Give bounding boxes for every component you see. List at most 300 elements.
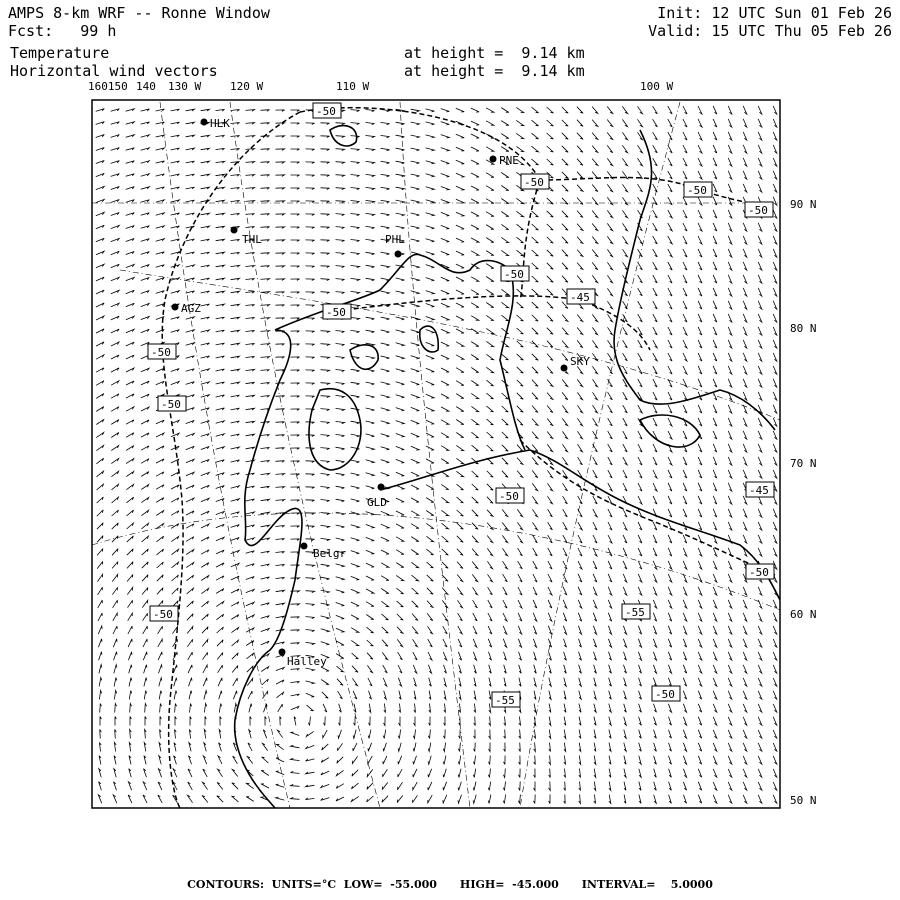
wind-vector bbox=[383, 678, 387, 686]
wind-vector bbox=[261, 110, 270, 112]
wind-vector bbox=[426, 407, 434, 411]
wind-vector bbox=[607, 275, 612, 282]
wind-vector bbox=[653, 405, 657, 413]
wind-vector bbox=[263, 730, 266, 738]
station-label-hlk: HLK bbox=[210, 117, 230, 130]
wind-vector bbox=[141, 213, 150, 216]
wind-vector bbox=[158, 639, 162, 647]
wind-vector bbox=[111, 200, 119, 203]
wind-vector bbox=[623, 405, 628, 413]
wind-vector bbox=[488, 782, 490, 791]
wind-vector bbox=[427, 588, 433, 594]
wind-vector bbox=[216, 563, 224, 567]
wind-vector bbox=[130, 704, 132, 713]
wind-vector bbox=[381, 408, 390, 411]
wind-vector bbox=[291, 110, 300, 111]
wind-vector bbox=[713, 158, 717, 166]
wind-vector bbox=[683, 197, 687, 205]
wind-vector bbox=[459, 678, 461, 687]
wind-vector bbox=[321, 149, 330, 151]
wind-vector bbox=[411, 161, 420, 164]
wind-vector bbox=[306, 292, 315, 294]
wind-vector bbox=[321, 461, 330, 463]
wind-vector bbox=[668, 457, 672, 465]
wind-vector bbox=[592, 224, 598, 231]
wind-vector bbox=[443, 652, 447, 660]
contour-label: -50 bbox=[161, 398, 181, 411]
wind-vector bbox=[261, 525, 270, 527]
wind-vector bbox=[351, 538, 360, 541]
wind-vector bbox=[547, 107, 554, 113]
wind-vector bbox=[126, 459, 134, 464]
wind-vector bbox=[115, 704, 117, 713]
wind-vector bbox=[321, 357, 330, 359]
wind-vector bbox=[773, 262, 777, 270]
lon-label-100w: 100 W bbox=[640, 80, 674, 93]
wind-vector bbox=[532, 133, 539, 139]
wind-vector bbox=[171, 291, 180, 294]
wind-vector bbox=[773, 249, 777, 257]
wind-vector bbox=[653, 444, 657, 452]
station-marker-agz bbox=[172, 304, 179, 311]
wind-vector bbox=[366, 447, 375, 450]
wind-vector bbox=[456, 134, 464, 138]
wind-vector bbox=[141, 459, 149, 464]
wind-vector bbox=[743, 249, 747, 257]
wind-vector bbox=[396, 563, 404, 568]
wind-vector bbox=[111, 303, 119, 307]
wind-vector bbox=[743, 314, 747, 322]
wind-vector bbox=[504, 652, 507, 660]
wind-vector bbox=[291, 318, 300, 320]
wind-vector bbox=[246, 356, 255, 358]
wind-vector bbox=[114, 691, 116, 700]
wind-vector bbox=[473, 782, 476, 791]
wind-vector bbox=[563, 509, 568, 517]
wind-vector bbox=[518, 535, 523, 542]
wind-vector bbox=[758, 639, 762, 647]
wind-vector bbox=[396, 550, 404, 555]
lon-label-110w: 110 W bbox=[336, 80, 370, 93]
wind-vector bbox=[517, 354, 524, 360]
wind-vector bbox=[276, 487, 285, 489]
wind-vector bbox=[668, 314, 672, 322]
wind-vector bbox=[276, 279, 285, 281]
wind-vector bbox=[607, 120, 613, 127]
wind-vector bbox=[773, 652, 777, 660]
wind-vector bbox=[471, 406, 478, 411]
wind-vector bbox=[474, 665, 477, 674]
wind-vector bbox=[578, 626, 581, 634]
wind-vector bbox=[624, 756, 626, 765]
wind-vector bbox=[668, 626, 671, 634]
wind-vector bbox=[698, 314, 702, 322]
wind-vector bbox=[773, 327, 777, 335]
wind-vector bbox=[291, 500, 300, 502]
wind-vector bbox=[396, 511, 404, 515]
wind-vector bbox=[171, 252, 180, 254]
wind-vector bbox=[487, 406, 494, 412]
wind-vector bbox=[291, 253, 300, 254]
wind-vector bbox=[564, 665, 567, 674]
wind-vector bbox=[502, 523, 508, 530]
wind-vector bbox=[111, 329, 119, 333]
wind-vector bbox=[246, 369, 255, 371]
wind-vector bbox=[126, 342, 134, 346]
wind-vector bbox=[638, 366, 642, 374]
wind-vector bbox=[773, 301, 777, 309]
wind-vector bbox=[683, 236, 687, 244]
wind-vector bbox=[411, 356, 420, 359]
wind-vector bbox=[668, 496, 672, 504]
wind-vector bbox=[99, 652, 102, 661]
wind-vector bbox=[321, 240, 330, 242]
wind-vector bbox=[577, 146, 583, 153]
wind-vector bbox=[276, 344, 285, 346]
wind-vector bbox=[713, 145, 717, 153]
wind-vector bbox=[411, 148, 420, 151]
wind-vector bbox=[517, 328, 524, 334]
wind-vector bbox=[262, 743, 267, 750]
wind-vector bbox=[261, 305, 270, 307]
wind-vector bbox=[411, 109, 420, 112]
wind-vector bbox=[683, 470, 687, 478]
wind-vector bbox=[758, 158, 762, 166]
wind-vector bbox=[743, 535, 747, 543]
wind-vector bbox=[474, 743, 476, 752]
wind-vector bbox=[261, 486, 270, 488]
wind-vector bbox=[111, 135, 120, 138]
wind-vector bbox=[683, 327, 687, 335]
wind-vector bbox=[141, 135, 150, 137]
wind-vector bbox=[472, 484, 479, 490]
wind-vector bbox=[186, 109, 195, 111]
wind-vector bbox=[426, 226, 435, 229]
wind-vector bbox=[381, 589, 389, 594]
wind-vector bbox=[156, 161, 165, 163]
wind-vector bbox=[321, 435, 330, 437]
wind-vector bbox=[216, 395, 225, 397]
wind-vector bbox=[563, 496, 568, 504]
meridian-120w bbox=[230, 102, 380, 808]
wind-vector bbox=[728, 366, 732, 374]
wind-vector bbox=[351, 149, 360, 151]
wind-vector bbox=[111, 381, 119, 385]
wind-vector bbox=[518, 574, 522, 582]
wind-vector bbox=[246, 343, 255, 345]
wind-vector bbox=[186, 524, 194, 528]
wind-vector bbox=[171, 381, 179, 384]
wind-vector bbox=[321, 603, 330, 606]
wind-vector bbox=[564, 639, 567, 647]
wind-vector bbox=[683, 743, 686, 751]
wind-vector bbox=[339, 717, 341, 726]
wind-vector bbox=[743, 639, 747, 647]
wind-vector bbox=[638, 626, 641, 634]
wind-vector bbox=[246, 149, 255, 151]
wind-vector bbox=[728, 717, 732, 725]
wind-vector bbox=[381, 601, 388, 606]
wind-vector bbox=[532, 315, 538, 321]
wind-vector bbox=[306, 565, 315, 567]
wind-vector bbox=[743, 145, 747, 153]
wind-vector bbox=[638, 106, 643, 113]
wind-vector bbox=[323, 730, 327, 738]
wind-vector bbox=[773, 223, 777, 231]
wind-vector bbox=[579, 730, 581, 739]
wind-vector bbox=[713, 210, 717, 218]
wind-vector bbox=[141, 187, 150, 190]
wind-vector bbox=[653, 457, 657, 465]
wind-vector bbox=[698, 327, 702, 335]
wind-vector bbox=[426, 109, 435, 112]
wind-vector bbox=[306, 772, 315, 774]
wind-vector bbox=[758, 171, 762, 179]
wind-vector bbox=[186, 200, 195, 202]
wind-vector bbox=[668, 119, 672, 127]
wind-vector bbox=[159, 678, 162, 687]
wind-vector bbox=[291, 175, 300, 176]
wind-vector bbox=[456, 277, 464, 281]
wind-vector bbox=[487, 419, 494, 425]
wind-vector bbox=[411, 278, 420, 281]
wind-vector bbox=[171, 317, 180, 320]
wind-vector bbox=[171, 135, 180, 137]
wind-vector bbox=[638, 145, 643, 153]
wind-vector bbox=[532, 289, 539, 295]
wind-vector bbox=[456, 212, 464, 216]
wind-vector bbox=[321, 136, 330, 138]
wind-vector bbox=[502, 458, 508, 464]
wind-vector bbox=[594, 691, 596, 700]
wind-vector bbox=[127, 536, 134, 542]
wind-vector bbox=[276, 175, 285, 177]
wind-vector bbox=[471, 329, 479, 334]
wind-vector bbox=[623, 483, 627, 491]
wind-vector bbox=[698, 717, 701, 725]
wind-vector bbox=[698, 691, 701, 699]
wind-vector bbox=[624, 795, 626, 804]
wind-vector bbox=[321, 590, 330, 593]
wind-vector bbox=[758, 782, 762, 790]
wind-vector bbox=[607, 158, 612, 165]
wind-vector bbox=[157, 549, 164, 555]
wind-vector bbox=[412, 575, 419, 581]
wind-vector bbox=[549, 691, 551, 700]
wind-vector bbox=[668, 106, 672, 114]
wind-vector bbox=[653, 366, 657, 374]
wind-vector bbox=[532, 159, 539, 165]
wind-vector bbox=[743, 587, 747, 595]
wind-vector bbox=[623, 626, 626, 634]
wind-vector bbox=[143, 652, 147, 660]
wind-vector bbox=[366, 627, 373, 633]
wind-vector bbox=[141, 394, 149, 398]
wind-vector bbox=[607, 236, 612, 243]
wind-vector bbox=[668, 509, 672, 517]
wind-vector bbox=[216, 382, 225, 384]
wind-vector bbox=[638, 535, 642, 543]
wind-vector bbox=[216, 135, 225, 137]
station-marker-hlk bbox=[201, 119, 208, 126]
wind-vector bbox=[683, 210, 687, 218]
wind-vector bbox=[396, 122, 405, 124]
wind-vector bbox=[174, 756, 177, 765]
wind-vector bbox=[473, 626, 477, 634]
wind-vector bbox=[156, 148, 165, 150]
wind-vector bbox=[728, 678, 732, 686]
station-label-phl: PHL bbox=[385, 233, 405, 246]
wind-vector bbox=[111, 355, 119, 359]
wind-vector bbox=[352, 678, 357, 685]
wind-vector bbox=[246, 136, 255, 138]
wind-vector bbox=[126, 174, 135, 177]
wind-vector bbox=[129, 743, 131, 752]
wind-vector bbox=[411, 395, 419, 399]
wind-vector bbox=[459, 691, 461, 700]
wind-vector bbox=[456, 433, 463, 438]
wind-vector bbox=[114, 756, 116, 765]
wind-vector bbox=[638, 652, 641, 660]
wind-vector bbox=[145, 717, 146, 726]
wind-vector bbox=[519, 782, 521, 791]
wind-vector bbox=[503, 600, 507, 608]
wind-vector bbox=[382, 640, 388, 647]
wind-vector bbox=[594, 756, 596, 765]
wind-vector bbox=[202, 627, 208, 634]
wind-vector bbox=[668, 158, 672, 166]
wind-vector bbox=[276, 214, 285, 216]
wind-vector bbox=[231, 602, 239, 606]
wind-vector bbox=[473, 600, 478, 608]
wind-vector bbox=[668, 639, 671, 647]
wind-vector bbox=[441, 459, 449, 464]
wind-vector bbox=[265, 717, 267, 726]
wind-vector bbox=[261, 603, 270, 606]
wind-vector bbox=[99, 743, 101, 752]
wind-vector bbox=[171, 109, 180, 111]
wind-vector bbox=[773, 678, 777, 686]
wind-vector bbox=[336, 603, 345, 607]
wind-vector bbox=[547, 315, 553, 322]
wind-vector bbox=[773, 392, 777, 400]
wind-vector bbox=[411, 485, 419, 489]
wind-vector bbox=[306, 604, 315, 606]
wind-vector bbox=[683, 704, 686, 712]
wind-vector bbox=[638, 353, 643, 361]
wind-vector bbox=[518, 600, 522, 608]
wind-vector bbox=[639, 769, 641, 778]
wind-vector bbox=[426, 330, 434, 334]
wind-vector bbox=[471, 368, 478, 373]
wind-vector bbox=[189, 730, 191, 739]
wind-vector bbox=[728, 769, 732, 777]
wind-vector bbox=[188, 665, 192, 673]
wind-vector bbox=[442, 536, 449, 542]
wind-vector bbox=[306, 474, 315, 476]
wind-vector bbox=[261, 447, 270, 449]
wind-vector bbox=[426, 122, 435, 125]
wind-vector bbox=[532, 250, 539, 256]
wind-vector bbox=[472, 574, 477, 581]
wind-vector bbox=[321, 448, 330, 450]
wind-vector bbox=[261, 214, 270, 216]
wind-vector bbox=[473, 639, 477, 647]
wind-vector bbox=[773, 522, 777, 530]
wind-vector bbox=[411, 330, 420, 333]
wind-vector bbox=[306, 214, 315, 216]
wind-vector bbox=[216, 473, 225, 476]
wind-vector bbox=[609, 678, 612, 687]
contour-info-footer: CONTOURS: UNITS=°C LOW= -55.000 HIGH= -45.000 INTERVAL= 5.0000 bbox=[187, 878, 713, 891]
wind-vector bbox=[396, 537, 404, 541]
wind-vector bbox=[351, 162, 360, 164]
wind-vector bbox=[609, 730, 611, 739]
wind-vector bbox=[366, 382, 375, 385]
wind-vector bbox=[608, 522, 612, 530]
wind-vector bbox=[351, 434, 360, 437]
wind-vector bbox=[456, 342, 464, 346]
wind-vector bbox=[639, 678, 642, 686]
wind-vector bbox=[698, 652, 702, 660]
map-title: AMPS 8-km WRF -- Ronne Window bbox=[8, 4, 270, 22]
wind-vector bbox=[683, 613, 687, 621]
wind-vector bbox=[471, 121, 479, 125]
wind-vector bbox=[366, 434, 375, 437]
wind-vector bbox=[160, 717, 161, 726]
wind-vector bbox=[366, 615, 373, 620]
wind-vector bbox=[111, 368, 119, 372]
wind-vector bbox=[337, 679, 343, 686]
wind-vector bbox=[653, 340, 657, 348]
wind-vector bbox=[276, 448, 285, 450]
wind-vector bbox=[609, 795, 611, 804]
wind-vector bbox=[276, 318, 285, 320]
wind-vector bbox=[668, 600, 672, 608]
wind-vector bbox=[216, 252, 225, 254]
wind-vector bbox=[638, 496, 642, 504]
wind-vector bbox=[743, 171, 747, 179]
wind-vector bbox=[291, 539, 300, 541]
wind-vector bbox=[186, 446, 194, 449]
wind-vector bbox=[504, 665, 507, 674]
wind-vector bbox=[141, 109, 150, 111]
wind-vector bbox=[548, 561, 552, 569]
wind-vector bbox=[156, 472, 164, 476]
wind-vector bbox=[668, 587, 672, 595]
wind-vector bbox=[592, 237, 598, 244]
wind-vector bbox=[156, 433, 164, 437]
wind-vector bbox=[683, 665, 686, 673]
wind-vector bbox=[126, 446, 134, 451]
wind-vector bbox=[96, 225, 104, 228]
wind-vector bbox=[578, 548, 582, 556]
wind-vector bbox=[503, 574, 508, 582]
wind-vector bbox=[486, 238, 494, 243]
wind-vector bbox=[202, 614, 209, 620]
wind-vector bbox=[112, 497, 119, 503]
wind-vector bbox=[291, 214, 300, 215]
wind-vector bbox=[246, 382, 255, 384]
wind-vector bbox=[653, 496, 657, 504]
wind-vector bbox=[728, 288, 732, 296]
wind-vector bbox=[548, 626, 551, 634]
wind-vector bbox=[683, 509, 687, 517]
wind-vector bbox=[426, 174, 435, 177]
wind-vector bbox=[276, 162, 285, 164]
wind-vector bbox=[276, 603, 285, 605]
wind-vector bbox=[203, 678, 207, 686]
